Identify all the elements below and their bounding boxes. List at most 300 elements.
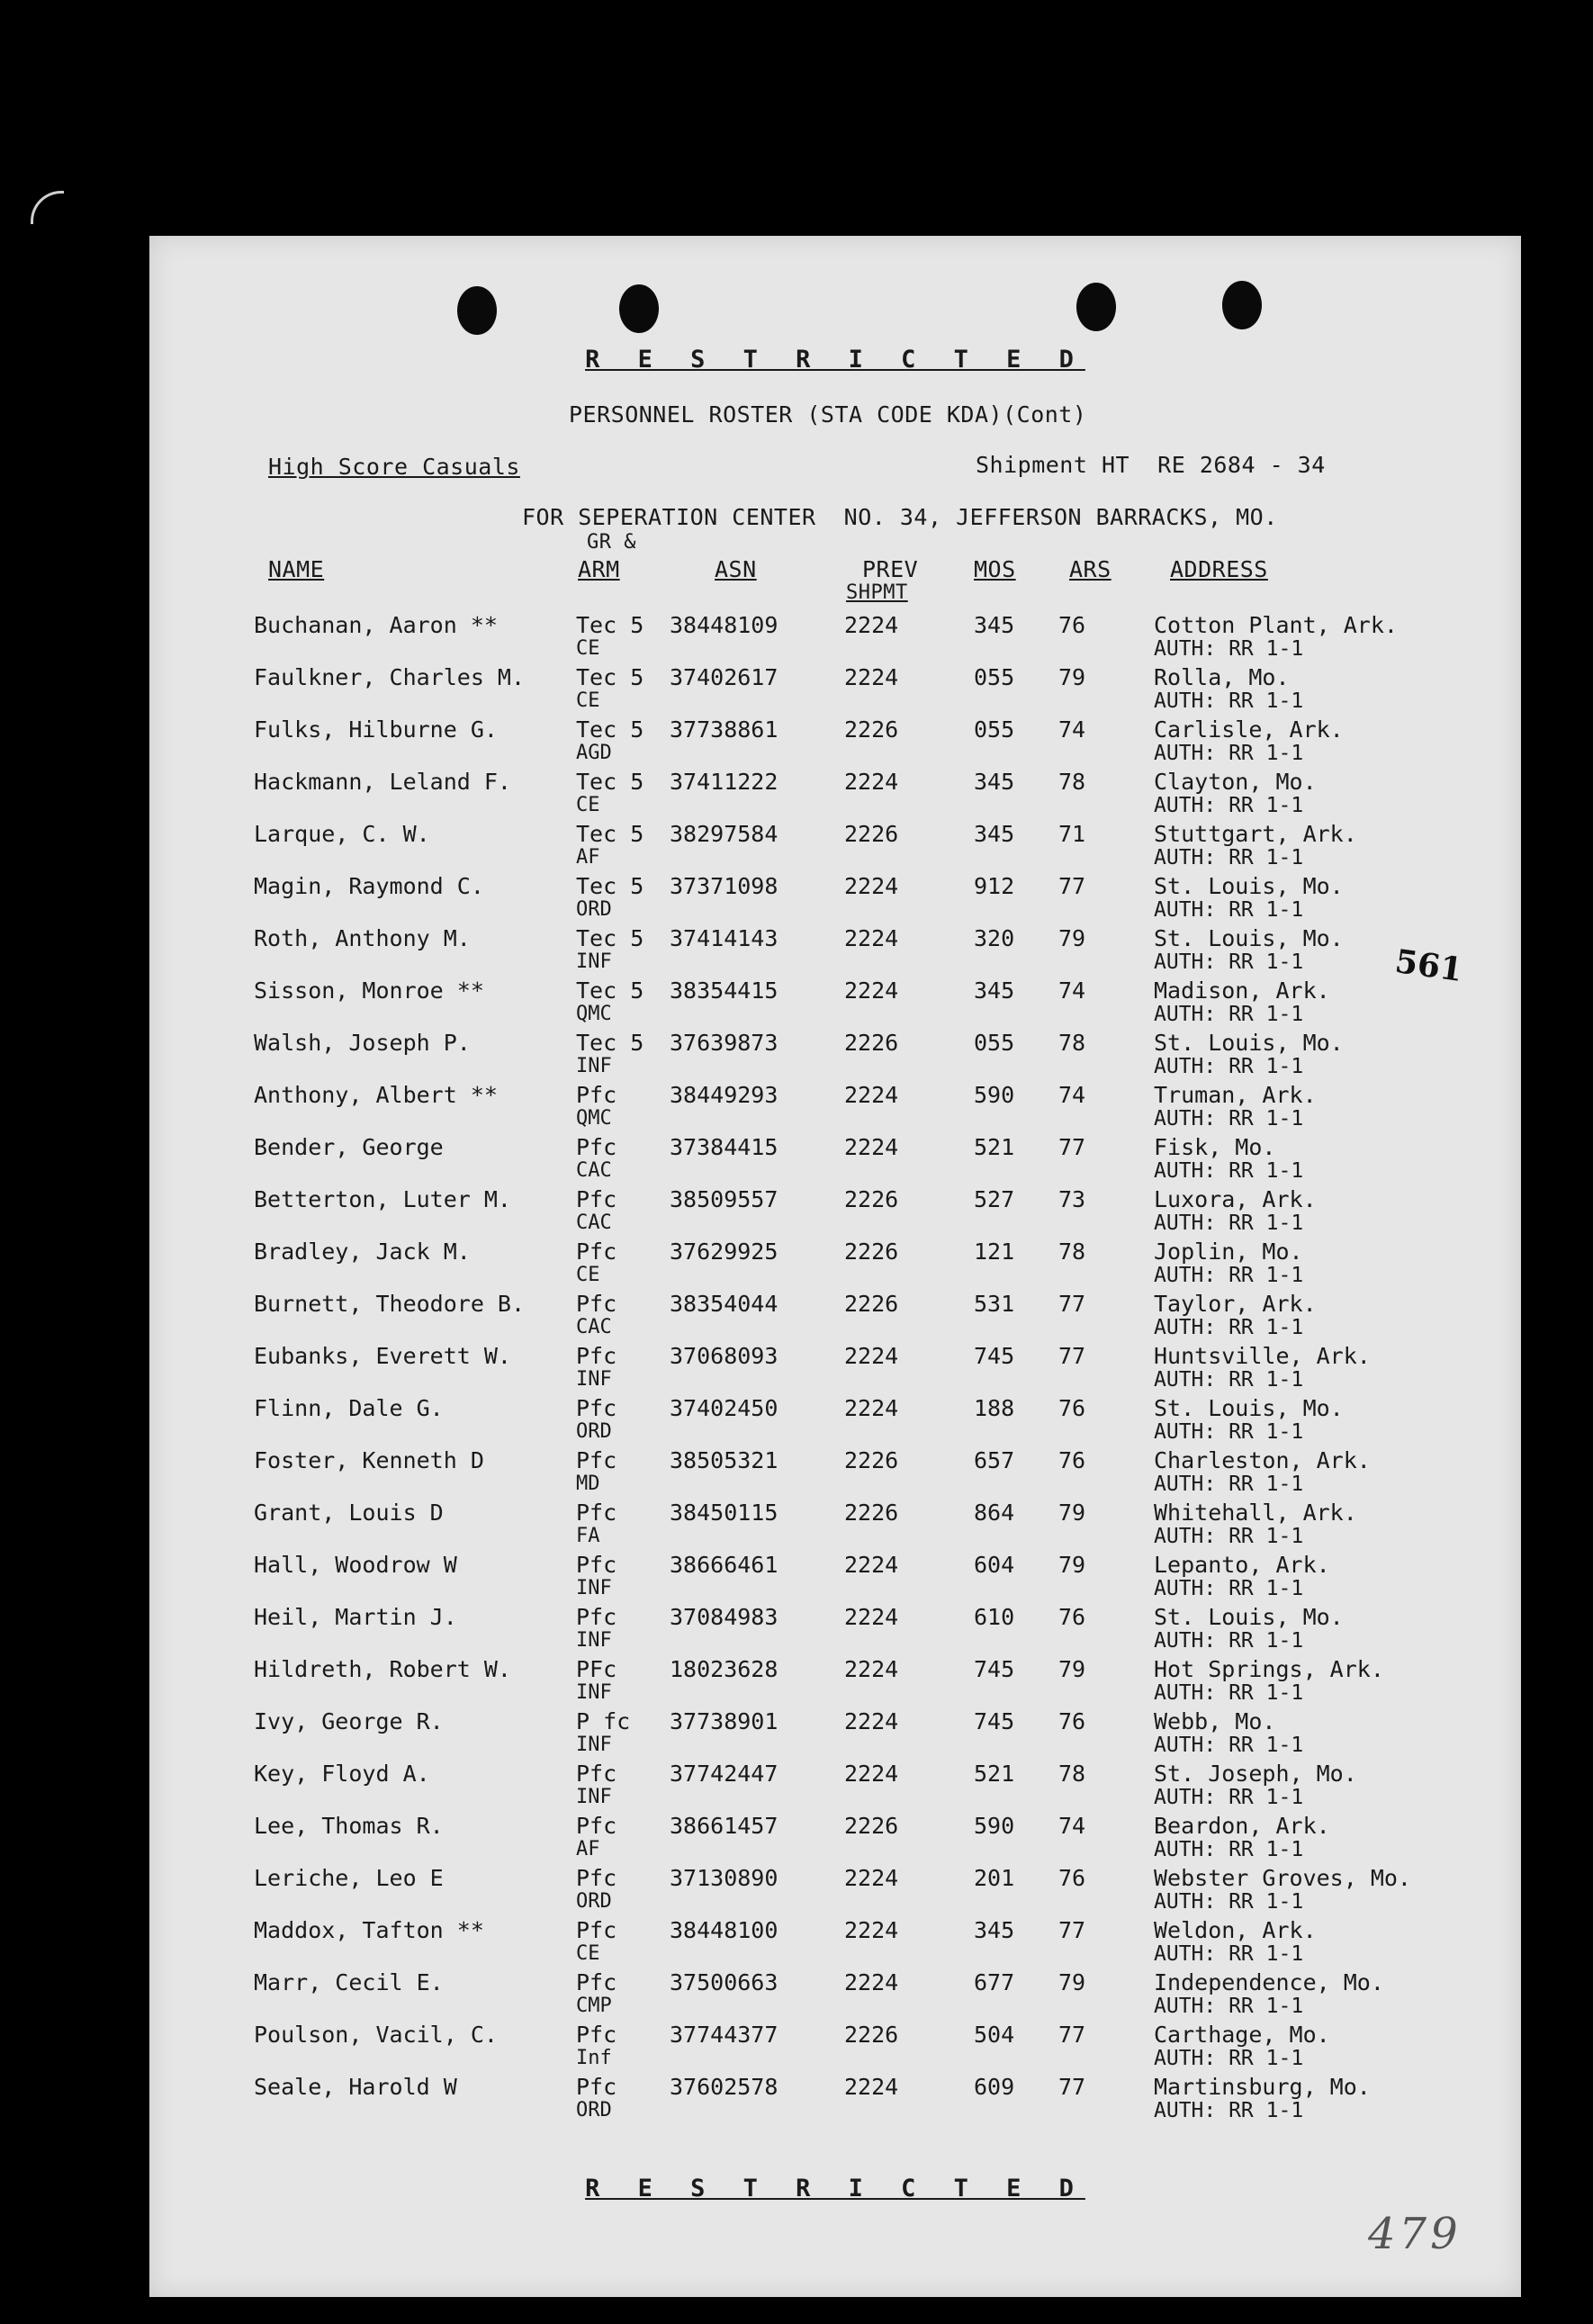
arm-cell: AGD: [576, 742, 612, 764]
mos-cell: 657: [974, 1447, 1015, 1473]
prev-shipment-cell: 2224: [844, 664, 899, 690]
auth-cell: AUTH: RR 1-1: [1154, 1786, 1304, 1809]
name-cell: Foster, Kenneth D: [254, 1447, 484, 1473]
grade-cell: Pfc: [576, 1447, 617, 1473]
table-row: [149, 1708, 1521, 1761]
arm-cell: CE: [576, 1264, 600, 1286]
ars-cell: 77: [1058, 1917, 1086, 1943]
table-row: [149, 1343, 1521, 1395]
auth-cell: AUTH: RR 1-1: [1154, 1734, 1304, 1757]
address-cell: Lepanto, Ark.: [1154, 1552, 1330, 1578]
mos-cell: 121: [974, 1239, 1015, 1265]
ars-cell: 79: [1058, 1969, 1086, 1995]
prev-shipment-cell: 2224: [844, 1395, 899, 1421]
address-cell: Carlisle, Ark.: [1154, 716, 1344, 743]
address-cell: St. Joseph, Mo.: [1154, 1761, 1357, 1787]
table-row: [149, 1395, 1521, 1447]
grade-cell: Pfc: [576, 2022, 617, 2048]
asn-cell: 38661457: [670, 1813, 778, 1839]
arm-cell: INF: [576, 1786, 612, 1808]
asn-cell: 37738861: [670, 716, 778, 743]
address-cell: St. Louis, Mo.: [1154, 1604, 1344, 1630]
ars-cell: 78: [1058, 1030, 1086, 1056]
auth-cell: AUTH: RR 1-1: [1154, 1473, 1304, 1496]
grade-cell: Tec 5: [576, 612, 644, 638]
ars-cell: 73: [1058, 1186, 1086, 1212]
asn-cell: 38666461: [670, 1552, 778, 1578]
arm-cell: CE: [576, 637, 600, 660]
auth-cell: AUTH: RR 1-1: [1154, 637, 1304, 661]
asn-cell: 37402450: [670, 1395, 778, 1421]
ars-cell: 76: [1058, 1865, 1086, 1891]
auth-cell: AUTH: RR 1-1: [1154, 1629, 1304, 1653]
col-header-ars: ARS: [1069, 556, 1112, 582]
arm-cell: MD: [576, 1473, 600, 1495]
prev-shipment-cell: 2226: [844, 1239, 899, 1265]
grade-cell: PFc: [576, 1656, 617, 1682]
ars-cell: 71: [1058, 821, 1086, 847]
table-row: [149, 1761, 1521, 1813]
prev-shipment-cell: 2224: [844, 925, 899, 951]
arm-cell: CMP: [576, 1995, 612, 2017]
arm-cell: INF: [576, 1368, 612, 1391]
arm-cell: ORD: [576, 898, 612, 921]
address-cell: Taylor, Ark.: [1154, 1291, 1317, 1317]
auth-cell: AUTH: RR 1-1: [1154, 1577, 1304, 1600]
address-cell: St. Louis, Mo.: [1154, 1395, 1344, 1421]
arm-cell: AF: [576, 1838, 600, 1860]
ars-cell: 77: [1058, 1134, 1086, 1160]
asn-cell: 37738901: [670, 1708, 778, 1734]
mos-cell: 527: [974, 1186, 1015, 1212]
punch-hole: [1222, 281, 1262, 329]
table-row: [149, 1813, 1521, 1865]
mos-cell: 345: [974, 821, 1015, 847]
grade-cell: Pfc: [576, 1186, 617, 1212]
grade-cell: Tec 5: [576, 769, 644, 795]
mos-cell: 055: [974, 1030, 1015, 1056]
ars-cell: 78: [1058, 769, 1086, 795]
auth-cell: AUTH: RR 1-1: [1154, 689, 1304, 713]
mos-cell: 345: [974, 769, 1015, 795]
table-row: [149, 2074, 1521, 2126]
table-row: [149, 821, 1521, 873]
grade-cell: Pfc: [576, 1082, 617, 1108]
arm-cell: QMC: [576, 1107, 612, 1130]
address-cell: Truman, Ark.: [1154, 1082, 1317, 1108]
ars-cell: 77: [1058, 1343, 1086, 1369]
auth-cell: AUTH: RR 1-1: [1154, 1681, 1304, 1705]
table-row: [149, 925, 1521, 977]
mos-cell: 055: [974, 664, 1015, 690]
arm-cell: INF: [576, 1681, 612, 1704]
table-row: [149, 716, 1521, 769]
arm-cell: ORD: [576, 1420, 612, 1443]
table-row: [149, 1291, 1521, 1343]
name-cell: Hildreth, Robert W.: [254, 1656, 511, 1682]
prev-shipment-cell: 2224: [844, 977, 899, 1004]
mos-cell: 745: [974, 1343, 1015, 1369]
address-cell: Madison, Ark.: [1154, 977, 1330, 1004]
ars-cell: 79: [1058, 925, 1086, 951]
arm-cell: INF: [576, 1577, 612, 1599]
asn-cell: 37639873: [670, 1030, 778, 1056]
prev-shipment-cell: 2224: [844, 873, 899, 899]
arm-cell: CE: [576, 689, 600, 712]
asn-cell: 38448109: [670, 612, 778, 638]
col-header-gr-top: GR &: [587, 531, 636, 554]
table-row: [149, 1865, 1521, 1917]
arm-cell: ORD: [576, 1890, 612, 1913]
mos-cell: 745: [974, 1708, 1015, 1734]
table-row: [149, 1604, 1521, 1656]
name-cell: Hackmann, Leland F.: [254, 769, 511, 795]
address-cell: Weldon, Ark.: [1154, 1917, 1317, 1943]
asn-cell: 38449293: [670, 1082, 778, 1108]
table-row: [149, 1239, 1521, 1291]
grade-cell: Pfc: [576, 1865, 617, 1891]
mos-cell: 320: [974, 925, 1015, 951]
table-row: [149, 1552, 1521, 1604]
auth-cell: AUTH: RR 1-1: [1154, 1525, 1304, 1548]
auth-cell: AUTH: RR 1-1: [1154, 1890, 1304, 1914]
mos-cell: 912: [974, 873, 1015, 899]
table-row: [149, 1447, 1521, 1500]
mos-cell: 609: [974, 2074, 1015, 2100]
name-cell: Anthony, Albert **: [254, 1082, 498, 1108]
arm-cell: INF: [576, 1055, 612, 1077]
auth-cell: AUTH: RR 1-1: [1154, 1159, 1304, 1183]
arm-cell: CAC: [576, 1316, 612, 1338]
destination-line: FOR SEPERATION CENTER NO. 34, JEFFERSON BARRACKS, MO.: [522, 504, 1278, 530]
arm-cell: Inf: [576, 2047, 612, 2069]
arm-cell: CAC: [576, 1159, 612, 1182]
grade-cell: P fc: [576, 1708, 631, 1734]
name-cell: Ivy, George R.: [254, 1708, 444, 1734]
address-cell: Cotton Plant, Ark.: [1154, 612, 1398, 638]
grade-cell: Pfc: [576, 1917, 617, 1943]
table-row: [149, 977, 1521, 1030]
auth-cell: AUTH: RR 1-1: [1154, 1942, 1304, 1966]
col-header-name: NAME: [268, 556, 325, 582]
grade-cell: Pfc: [576, 1761, 617, 1787]
col-header-asn: ASN: [715, 556, 757, 582]
grade-cell: Pfc: [576, 1969, 617, 1995]
col-header-address: ADDRESS: [1170, 556, 1268, 582]
table-row: [149, 873, 1521, 925]
asn-cell: 38505321: [670, 1447, 778, 1473]
asn-cell: 38297584: [670, 821, 778, 847]
asn-cell: 37084983: [670, 1604, 778, 1630]
name-cell: Hall, Woodrow W: [254, 1552, 457, 1578]
mos-cell: 604: [974, 1552, 1015, 1578]
prev-shipment-cell: 2226: [844, 1030, 899, 1056]
table-row: [149, 1134, 1521, 1186]
arm-cell: CE: [576, 1942, 600, 1965]
auth-cell: AUTH: RR 1-1: [1154, 1995, 1304, 2018]
grade-cell: Tec 5: [576, 716, 644, 743]
grade-cell: Pfc: [576, 1343, 617, 1369]
ars-cell: 76: [1058, 612, 1086, 638]
grade-cell: Pfc: [576, 1552, 617, 1578]
address-cell: Carthage, Mo.: [1154, 2022, 1330, 2048]
address-cell: Hot Springs, Ark.: [1154, 1656, 1384, 1682]
mos-cell: 677: [974, 1969, 1015, 1995]
asn-cell: 37744377: [670, 2022, 778, 2048]
asn-cell: 37130890: [670, 1865, 778, 1891]
prev-shipment-cell: 2226: [844, 1447, 899, 1473]
ars-cell: 77: [1058, 2074, 1086, 2100]
name-cell: Poulson, Vacil, C.: [254, 2022, 498, 2048]
address-cell: St. Louis, Mo.: [1154, 873, 1344, 899]
auth-cell: AUTH: RR 1-1: [1154, 1003, 1304, 1026]
scan-corner-mark: [31, 191, 64, 224]
name-cell: Betterton, Luter M.: [254, 1186, 511, 1212]
asn-cell: 37371098: [670, 873, 778, 899]
auth-cell: AUTH: RR 1-1: [1154, 950, 1304, 974]
mos-cell: 055: [974, 716, 1015, 743]
mos-cell: 345: [974, 977, 1015, 1004]
grade-cell: Pfc: [576, 1291, 617, 1317]
table-row: [149, 664, 1521, 716]
name-cell: Roth, Anthony M.: [254, 925, 471, 951]
grade-cell: Tec 5: [576, 664, 644, 690]
mos-cell: 590: [974, 1813, 1015, 1839]
address-cell: Charleston, Ark.: [1154, 1447, 1371, 1473]
grade-cell: Pfc: [576, 1134, 617, 1160]
ars-cell: 76: [1058, 1604, 1086, 1630]
prev-shipment-cell: 2224: [844, 1865, 899, 1891]
asn-cell: 37602578: [670, 2074, 778, 2100]
roster-page: [149, 236, 1521, 2297]
address-cell: St. Louis, Mo.: [1154, 1030, 1344, 1056]
side-number: 561: [1392, 941, 1465, 990]
prev-shipment-cell: 2226: [844, 1813, 899, 1839]
ars-cell: 78: [1058, 1239, 1086, 1265]
auth-cell: AUTH: RR 1-1: [1154, 742, 1304, 765]
grade-cell: Tec 5: [576, 1030, 644, 1056]
address-cell: Whitehall, Ark.: [1154, 1500, 1357, 1526]
mos-cell: 521: [974, 1761, 1015, 1787]
name-cell: Lee, Thomas R.: [254, 1813, 444, 1839]
page-number: 479: [1368, 2209, 1462, 2259]
arm-cell: ORD: [576, 2099, 612, 2121]
grade-cell: Tec 5: [576, 821, 644, 847]
prev-shipment-cell: 2224: [844, 1917, 899, 1943]
ars-cell: 74: [1058, 977, 1086, 1004]
ars-cell: 77: [1058, 873, 1086, 899]
mos-cell: 188: [974, 1395, 1015, 1421]
table-row: [149, 1030, 1521, 1082]
name-cell: Buchanan, Aaron **: [254, 612, 498, 638]
ars-cell: 78: [1058, 1761, 1086, 1787]
table-row: [149, 1082, 1521, 1134]
name-cell: Sisson, Monroe **: [254, 977, 484, 1004]
auth-cell: AUTH: RR 1-1: [1154, 2047, 1304, 2070]
name-cell: Seale, Harold W: [254, 2074, 457, 2100]
auth-cell: AUTH: RR 1-1: [1154, 1368, 1304, 1392]
ars-cell: 74: [1058, 1082, 1086, 1108]
name-cell: Bradley, Jack M.: [254, 1239, 471, 1265]
prev-shipment-cell: 2224: [844, 1082, 899, 1108]
prev-shipment-cell: 2226: [844, 821, 899, 847]
mos-cell: 590: [974, 1082, 1015, 1108]
asn-cell: 37411222: [670, 769, 778, 795]
name-cell: Key, Floyd A.: [254, 1761, 430, 1787]
asn-cell: 38354415: [670, 977, 778, 1004]
asn-cell: 37068093: [670, 1343, 778, 1369]
ars-cell: 79: [1058, 1656, 1086, 1682]
table-row: [149, 1500, 1521, 1552]
asn-cell: 37402617: [670, 664, 778, 690]
name-cell: Heil, Martin J.: [254, 1604, 457, 1630]
address-cell: Joplin, Mo.: [1154, 1239, 1303, 1265]
address-cell: Webster Groves, Mo.: [1154, 1865, 1411, 1891]
asn-cell: 38450115: [670, 1500, 778, 1526]
prev-shipment-cell: 2224: [844, 612, 899, 638]
grade-cell: Pfc: [576, 1395, 617, 1421]
table-row: [149, 1917, 1521, 1969]
punch-hole: [619, 284, 659, 333]
arm-cell: CE: [576, 794, 600, 816]
prev-shipment-cell: 2224: [844, 1969, 899, 1995]
name-cell: Leriche, Leo E: [254, 1865, 444, 1891]
prev-shipment-cell: 2224: [844, 1761, 899, 1787]
address-cell: Beardon, Ark.: [1154, 1813, 1330, 1839]
arm-cell: INF: [576, 1734, 612, 1756]
grade-cell: Tec 5: [576, 977, 644, 1004]
auth-cell: AUTH: RR 1-1: [1154, 794, 1304, 817]
prev-shipment-cell: 2224: [844, 1708, 899, 1734]
name-cell: Grant, Louis D: [254, 1500, 444, 1526]
classification-footer: R E S T R I C T E D: [585, 2175, 1085, 2202]
asn-cell: 38509557: [670, 1186, 778, 1212]
prev-shipment-cell: 2224: [844, 2074, 899, 2100]
address-cell: Luxora, Ark.: [1154, 1186, 1317, 1212]
prev-shipment-cell: 2224: [844, 1604, 899, 1630]
grade-cell: Pfc: [576, 1604, 617, 1630]
asn-cell: 38448100: [670, 1917, 778, 1943]
mos-cell: 531: [974, 1291, 1015, 1317]
name-cell: Flinn, Dale G.: [254, 1395, 444, 1421]
prev-shipment-cell: 2224: [844, 1134, 899, 1160]
grade-cell: Pfc: [576, 2074, 617, 2100]
mos-cell: 864: [974, 1500, 1015, 1526]
prev-shipment-cell: 2224: [844, 1552, 899, 1578]
asn-cell: 38354044: [670, 1291, 778, 1317]
col-header-arm: ARM: [578, 556, 620, 582]
name-cell: Larque, C. W.: [254, 821, 430, 847]
arm-cell: AF: [576, 846, 600, 869]
asn-cell: 18023628: [670, 1656, 778, 1682]
name-cell: Marr, Cecil E.: [254, 1969, 444, 1995]
auth-cell: AUTH: RR 1-1: [1154, 1264, 1304, 1287]
table-row: [149, 1969, 1521, 2022]
group-label: High Score Casuals: [268, 454, 520, 480]
table-row: [149, 1186, 1521, 1239]
mos-cell: 521: [974, 1134, 1015, 1160]
asn-cell: 37742447: [670, 1761, 778, 1787]
name-cell: Walsh, Joseph P.: [254, 1030, 471, 1056]
ars-cell: 79: [1058, 1500, 1086, 1526]
auth-cell: AUTH: RR 1-1: [1154, 1838, 1304, 1861]
classification-header: R E S T R I C T E D: [585, 346, 1085, 374]
grade-cell: Tec 5: [576, 925, 644, 951]
auth-cell: AUTH: RR 1-1: [1154, 1055, 1304, 1078]
address-cell: Stuttgart, Ark.: [1154, 821, 1357, 847]
asn-cell: 37384415: [670, 1134, 778, 1160]
mos-cell: 745: [974, 1656, 1015, 1682]
ars-cell: 76: [1058, 1708, 1086, 1734]
col-header-mos: MOS: [974, 556, 1016, 582]
grade-cell: Pfc: [576, 1239, 617, 1265]
prev-shipment-cell: 2224: [844, 1343, 899, 1369]
ars-cell: 74: [1058, 716, 1086, 743]
table-row: [149, 769, 1521, 821]
roster-title: PERSONNEL ROSTER (STA CODE KDA)(Cont): [569, 401, 1087, 428]
punch-hole: [1076, 283, 1116, 331]
auth-cell: AUTH: RR 1-1: [1154, 2099, 1304, 2122]
auth-cell: AUTH: RR 1-1: [1154, 1212, 1304, 1235]
address-cell: St. Louis, Mo.: [1154, 925, 1344, 951]
asn-cell: 37629925: [670, 1239, 778, 1265]
prev-shipment-cell: 2226: [844, 716, 899, 743]
ars-cell: 76: [1058, 1395, 1086, 1421]
name-cell: Fulks, Hilburne G.: [254, 716, 498, 743]
prev-shipment-cell: 2226: [844, 2022, 899, 2048]
address-cell: Rolla, Mo.: [1154, 664, 1290, 690]
ars-cell: 74: [1058, 1813, 1086, 1839]
address-cell: Martinsburg, Mo.: [1154, 2074, 1371, 2100]
table-row: [149, 1656, 1521, 1708]
prev-shipment-cell: 2226: [844, 1186, 899, 1212]
mos-cell: 610: [974, 1604, 1015, 1630]
auth-cell: AUTH: RR 1-1: [1154, 1107, 1304, 1130]
address-cell: Fisk, Mo.: [1154, 1134, 1276, 1160]
address-cell: Clayton, Mo.: [1154, 769, 1317, 795]
arm-cell: CAC: [576, 1212, 612, 1234]
mos-cell: 504: [974, 2022, 1015, 2048]
name-cell: Maddox, Tafton **: [254, 1917, 484, 1943]
grade-cell: Tec 5: [576, 873, 644, 899]
punch-hole: [457, 286, 497, 335]
prev-shipment-cell: 2224: [844, 769, 899, 795]
ars-cell: 79: [1058, 664, 1086, 690]
grade-cell: Pfc: [576, 1500, 617, 1526]
arm-cell: QMC: [576, 1003, 612, 1025]
auth-cell: AUTH: RR 1-1: [1154, 898, 1304, 922]
name-cell: Eubanks, Everett W.: [254, 1343, 511, 1369]
auth-cell: AUTH: RR 1-1: [1154, 1420, 1304, 1444]
ars-cell: 77: [1058, 1291, 1086, 1317]
asn-cell: 37414143: [670, 925, 778, 951]
shipment-label: Shipment HT RE 2684 - 34: [976, 452, 1326, 478]
grade-cell: Pfc: [576, 1813, 617, 1839]
mos-cell: 345: [974, 1917, 1015, 1943]
table-row: [149, 612, 1521, 664]
col-header-prev: PREV: [862, 556, 919, 582]
col-header-shpmt: SHPMT: [846, 581, 908, 604]
table-row: [149, 2022, 1521, 2074]
prev-shipment-cell: 2226: [844, 1291, 899, 1317]
arm-cell: INF: [576, 1629, 612, 1652]
address-cell: Huntsville, Ark.: [1154, 1343, 1371, 1369]
name-cell: Magin, Raymond C.: [254, 873, 484, 899]
address-cell: Webb, Mo.: [1154, 1708, 1276, 1734]
prev-shipment-cell: 2226: [844, 1500, 899, 1526]
arm-cell: FA: [576, 1525, 600, 1547]
name-cell: Burnett, Theodore B.: [254, 1291, 526, 1317]
